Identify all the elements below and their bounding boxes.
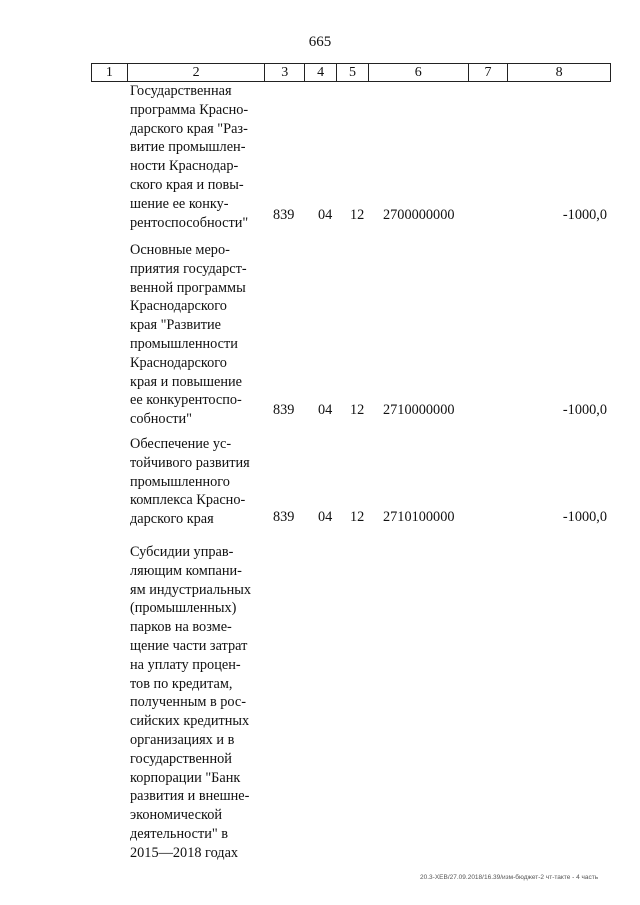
row-1-col3: 839 [273,207,295,223]
row-1-description: Государственная программа Красно- дарского края "Раз- витие промышлен- ности Краснодар- ского края и повы- шение ее конку- рентоспособности" [130,83,249,231]
row-2-col6: 2710000000 [383,402,455,418]
header-cell-6: 6 [369,64,469,81]
row-1-col5: 12 [350,207,365,223]
footer-note: 20.3-ХЕВ/27.09.2018/16.39/изм-бюджет-2 чт-такте - 4 часть [420,874,599,881]
row-2-col3: 839 [273,402,295,418]
row-1-col4: 04 [318,207,333,223]
header-cell-1: 1 [92,64,128,81]
row-2-col4: 04 [318,402,333,418]
row-4-description: Субсидии управ- ляющим компани- ям индустриальных (промышленных) парков на возме- щение части затрат на уплату процен- тов по кредитам, полученным в рос- сийских кредитных организациях и в государственной корпорации "Банк развития и внешне- экономической деятельности" в 2015—2018 годах [130,544,252,861]
header-cell-8: 8 [555,65,563,80]
header-cell-3: 3 [265,64,305,81]
row-3-col6: 2710100000 [383,509,455,525]
row-1-col6: 2700000000 [383,207,455,223]
row-3-description: Обеспечение ус- тойчивого развития промышленного комплекса Красно- дарского края [130,436,250,528]
row-3-col3: 839 [273,509,295,525]
row-2-col5: 12 [350,402,365,418]
page-number: 665 [308,34,332,50]
row-1-col8: -1000,0 [562,207,607,223]
header-cell-7: 7 [469,64,509,81]
header-cell-5: 5 [337,64,369,81]
row-2-col8: -1000,0 [562,402,607,418]
header-cell-2: 2 [128,64,265,81]
row-3-col5: 12 [350,509,365,525]
row-3-col4: 04 [318,509,333,525]
header-cell-4: 4 [305,64,337,81]
table-header-row [91,63,611,82]
row-3-col8: -1000,0 [562,509,607,525]
row-2-description: Основные меро- приятия государст- венной программы Краснодарского края "Развитие промышленности Краснодарского края и повышение ее конкурентоспо- собности" [130,242,247,428]
